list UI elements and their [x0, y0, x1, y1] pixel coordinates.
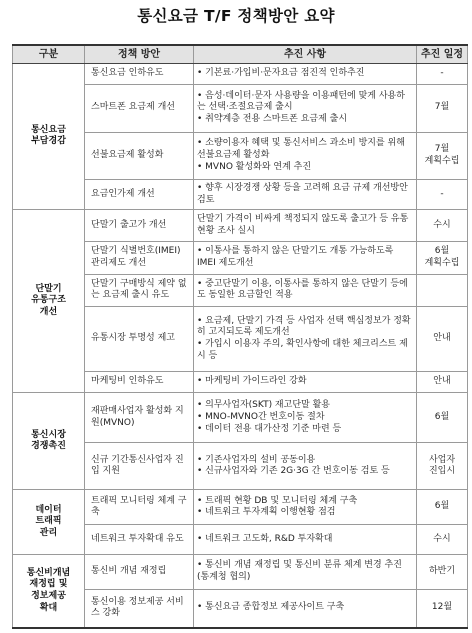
detail-cell: • 통신비 개념 재정립 및 통신비 분류 체계 변경 추진(통계청 협의) — [194, 555, 417, 590]
category-cell: 통신요금 부담경감 — [13, 63, 85, 210]
policy-cell: 신규 기간통신사업자 진입 지원 — [85, 443, 194, 490]
schedule-cell: 수시 — [417, 524, 468, 554]
schedule-cell: - — [417, 179, 468, 209]
policy-cell: 선불요금제 활성화 — [85, 132, 194, 179]
detail-cell: • 향후 시장경쟁 상황 등을 고려해 요금 규제 개선방안 검토 — [194, 179, 417, 209]
policy-cell: 통신비 개념 재정립 — [85, 555, 194, 590]
schedule-cell: 수시 — [417, 210, 468, 242]
table-row — [13, 393, 468, 443]
schedule-cell: 6월 계획수립 — [417, 242, 468, 274]
schedule-cell: 7월 계획수립 — [417, 132, 468, 179]
schedule-cell: 12월 — [417, 589, 468, 628]
policy-cell: 단말기 출고가 개선 — [85, 210, 194, 242]
detail-cell: • 기존사업자의 설비 공동이용 • 신규사업자와 기존 2G·3G 간 번호이동 검토 등 — [194, 443, 417, 490]
schedule-cell: 6월 — [417, 393, 468, 443]
category-cell: 데이터 트래픽 관리 — [13, 490, 85, 555]
table-row — [13, 63, 468, 85]
policy-cell: 트래픽 모니터링 체계 구축 — [85, 490, 194, 525]
schedule-cell: 7월 — [417, 85, 468, 132]
policy-cell: 단말기 식별번호(IMEI) 관리제도 개선 — [85, 242, 194, 274]
detail-cell: • 기본료·가입비·문자요금 점진적 인하추진 — [194, 63, 417, 85]
schedule-cell: 안내 — [417, 307, 468, 372]
header-detail: 추진 사항 — [194, 45, 417, 63]
policy-cell: 요금인가제 개선 — [85, 179, 194, 209]
detail-cell: • 마케팅비 가이드라인 강화 — [194, 371, 417, 393]
detail-cell: • 이통사를 통하지 않은 단말기도 개통 가능하도록 IMEI 제도개선 — [194, 242, 417, 274]
table-header-row — [13, 45, 468, 63]
table-row — [13, 555, 468, 590]
policy-cell: 스마트폰 요금제 개선 — [85, 85, 194, 132]
detail-cell: • 소량이용자 혜택 및 통신서비스 과소비 방지를 위해 선불요금제 활성화 • MVNO 활성화와 연계 추진 — [194, 132, 417, 179]
page-title: 통신요금 T/F 정책방안 요약 — [137, 7, 335, 25]
policy-cell: 마케팅비 인하유도 — [85, 371, 194, 393]
schedule-cell: 안내 — [417, 371, 468, 393]
schedule-cell: 하반기 — [417, 555, 468, 590]
detail-cell: • 음성·데이터·문자 사용량을 이용패턴에 맞게 사용하는 선택·조절요금제 출시 • 취약계층 전용 스마트폰 요금제 출시 — [194, 85, 417, 132]
header-schedule: 추진 일정 — [417, 45, 468, 63]
detail-cell: • 요금제, 단말기 가격 등 사업자 선택 핵심정보가 정확히 고지되도록 제도개선 • 가입시 이용자 주의, 확인사항에 대한 체크리스트 제시 등 — [194, 307, 417, 372]
policy-cell: 재판매사업자 활성화 지원(MVNO) — [85, 393, 194, 443]
policy-cell: 통신요금 인하유도 — [85, 63, 194, 85]
category-cell: 단말기 유통구조 개선 — [13, 210, 85, 393]
category-cell: 통신시장 경쟁촉진 — [13, 393, 85, 490]
table-row — [13, 490, 468, 525]
table-row — [13, 210, 468, 242]
detail-cell: • 의무사업자(SKT) 재고단말 활용 • MNO-MVNO간 번호이동 절차 • 데이터 전용 대가산정 기준 마련 등 — [194, 393, 417, 443]
policy-cell: 네트워크 투자확대 유도 — [85, 524, 194, 554]
schedule-cell: - — [417, 63, 468, 85]
schedule-cell: 사업자 진입시 — [417, 443, 468, 490]
policy-cell: 통신이용 정보제공 서비스 강화 — [85, 589, 194, 628]
policy-cell: 단말기 구매방식 제약 없는 요금제 출시 유도 — [85, 274, 194, 306]
schedule-cell: 6월 — [417, 490, 468, 525]
header-category: 구분 — [13, 45, 85, 63]
schedule-cell — [417, 274, 468, 306]
category-cell: 통신비개념 재정립 및 정보제공 확대 — [13, 555, 85, 628]
detail-cell: • 트래픽 현황 DB 및 모니터링 체계 구축 • 네트워크 투자계획 이행현황 점검 — [194, 490, 417, 525]
policy-cell: 유통시장 투명성 제고 — [85, 307, 194, 372]
detail-cell: • 네트워크 고도화, R&D 투자확대 — [194, 524, 417, 554]
header-policy: 정책 방안 — [85, 45, 194, 63]
policy-table — [12, 44, 468, 629]
detail-cell: • 중고단말기 이용, 이통사를 통하지 않은 단말기 등에도 동일한 요금할인 적용 — [194, 274, 417, 306]
detail-cell: 단말기 가격이 비싸게 책정되지 않도록 출고가 등 유통현황 조사 실시 — [194, 210, 417, 242]
detail-cell: • 통신요금 종합정보 제공사이트 구축 — [194, 589, 417, 628]
